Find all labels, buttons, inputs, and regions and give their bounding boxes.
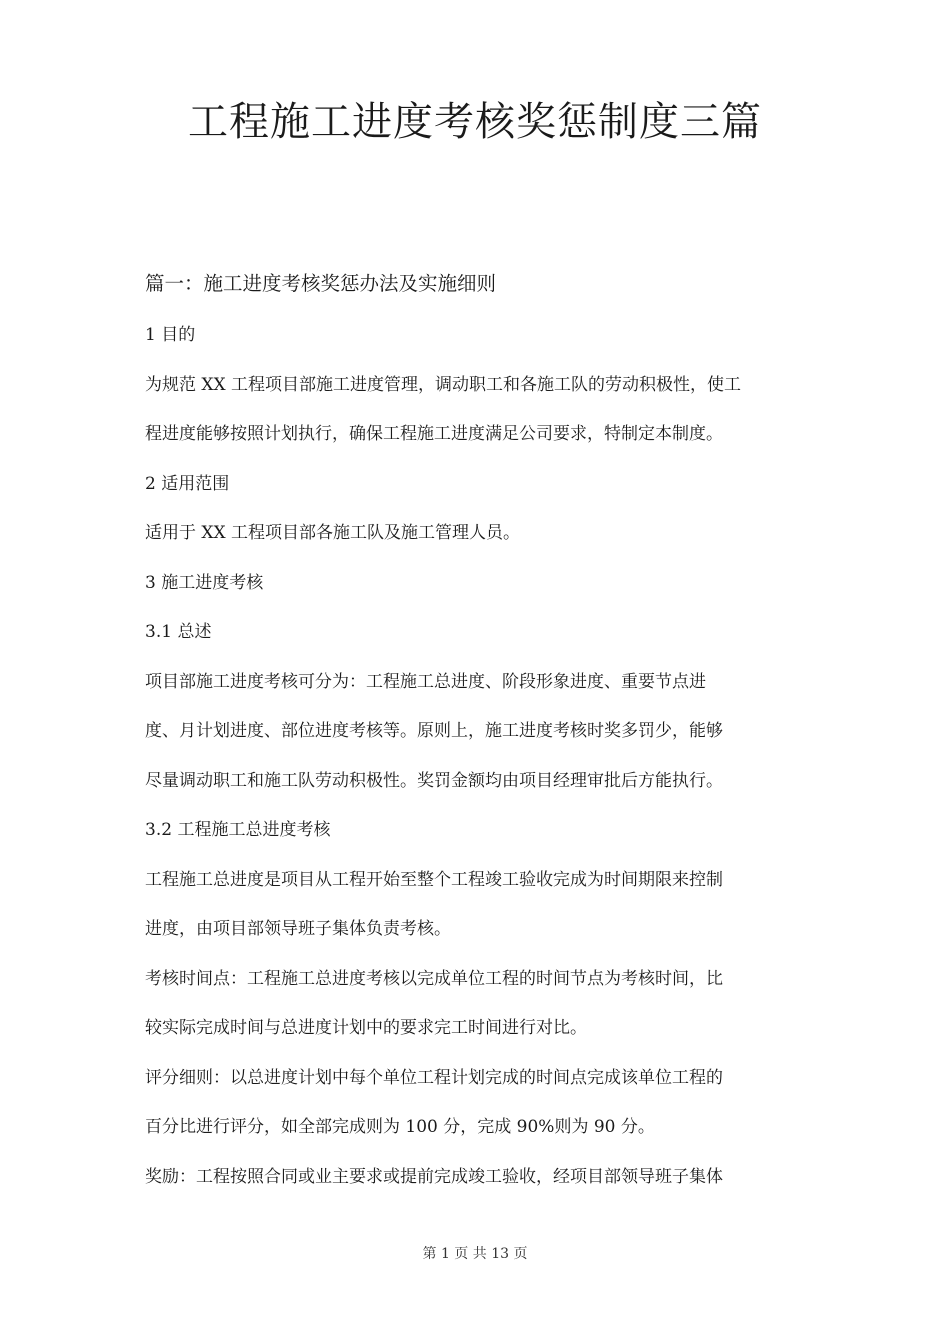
- paragraph-line: 考核时间点：工程施工总进度考核以完成单位工程的时间节点为考核时间，比: [145, 968, 723, 989]
- paragraph-line: 评分细则：以总进度计划中每个单位工程计划完成的时间点完成该单位工程的: [145, 1067, 723, 1088]
- paragraph-line: 奖励：工程按照合同或业主要求或提前完成竣工验收，经项目部领导班子集体: [145, 1166, 723, 1187]
- paragraph-line: 度、月计划进度、部位进度考核等。原则上，施工进度考核时奖多罚少，能够: [145, 721, 723, 741]
- paragraph-line: 为规范 XX 工程项目部施工进度管理，调动职工和各施工队的劳动积极性，使工: [145, 374, 742, 395]
- page-number-footer: 第 1 页 共 13 页: [422, 1246, 528, 1262]
- paragraph-line: 1 目的: [145, 325, 196, 345]
- paragraph-line: 项目部施工进度考核可分为：工程施工总进度、阶段形象进度、重要节点进: [145, 671, 706, 692]
- paragraph-line: 工程施工总进度是项目从工程开始至整个工程竣工验收完成为时间期限来控制: [145, 869, 723, 890]
- document-title: 工程施工进度考核奖惩制度三篇: [188, 99, 762, 145]
- document-body: [145, 262, 815, 1202]
- paragraph-line: 尽量调动职工和施工队劳动积极性。奖罚金额均由项目经理审批后方能执行。: [145, 770, 723, 791]
- paragraph-line: 程进度能够按照计划执行，确保工程施工进度满足公司要求，特制定本制度。: [145, 424, 723, 444]
- paragraph-line: 适用于 XX 工程项目部各施工队及施工管理人员。: [145, 523, 521, 543]
- paragraph-line: 2 适用范围: [145, 473, 230, 494]
- paragraph-line: 3.1 总述: [145, 622, 212, 642]
- paragraph-line: 3 施工进度考核: [145, 572, 264, 593]
- paragraph-line: 3.2 工程施工总进度考核: [145, 820, 331, 840]
- section-heading: 篇一：施工进度考核奖惩办法及实施细则: [145, 272, 497, 295]
- paragraph-line: 百分比进行评分，如全部完成则为 100 分，完成 90%则为 90 分。: [145, 1117, 655, 1137]
- paragraph-line: 进度，由项目部领导班子集体负责考核。: [145, 919, 451, 939]
- paragraph-line: 较实际完成时间与总进度计划中的要求完工时间进行对比。: [145, 1018, 587, 1038]
